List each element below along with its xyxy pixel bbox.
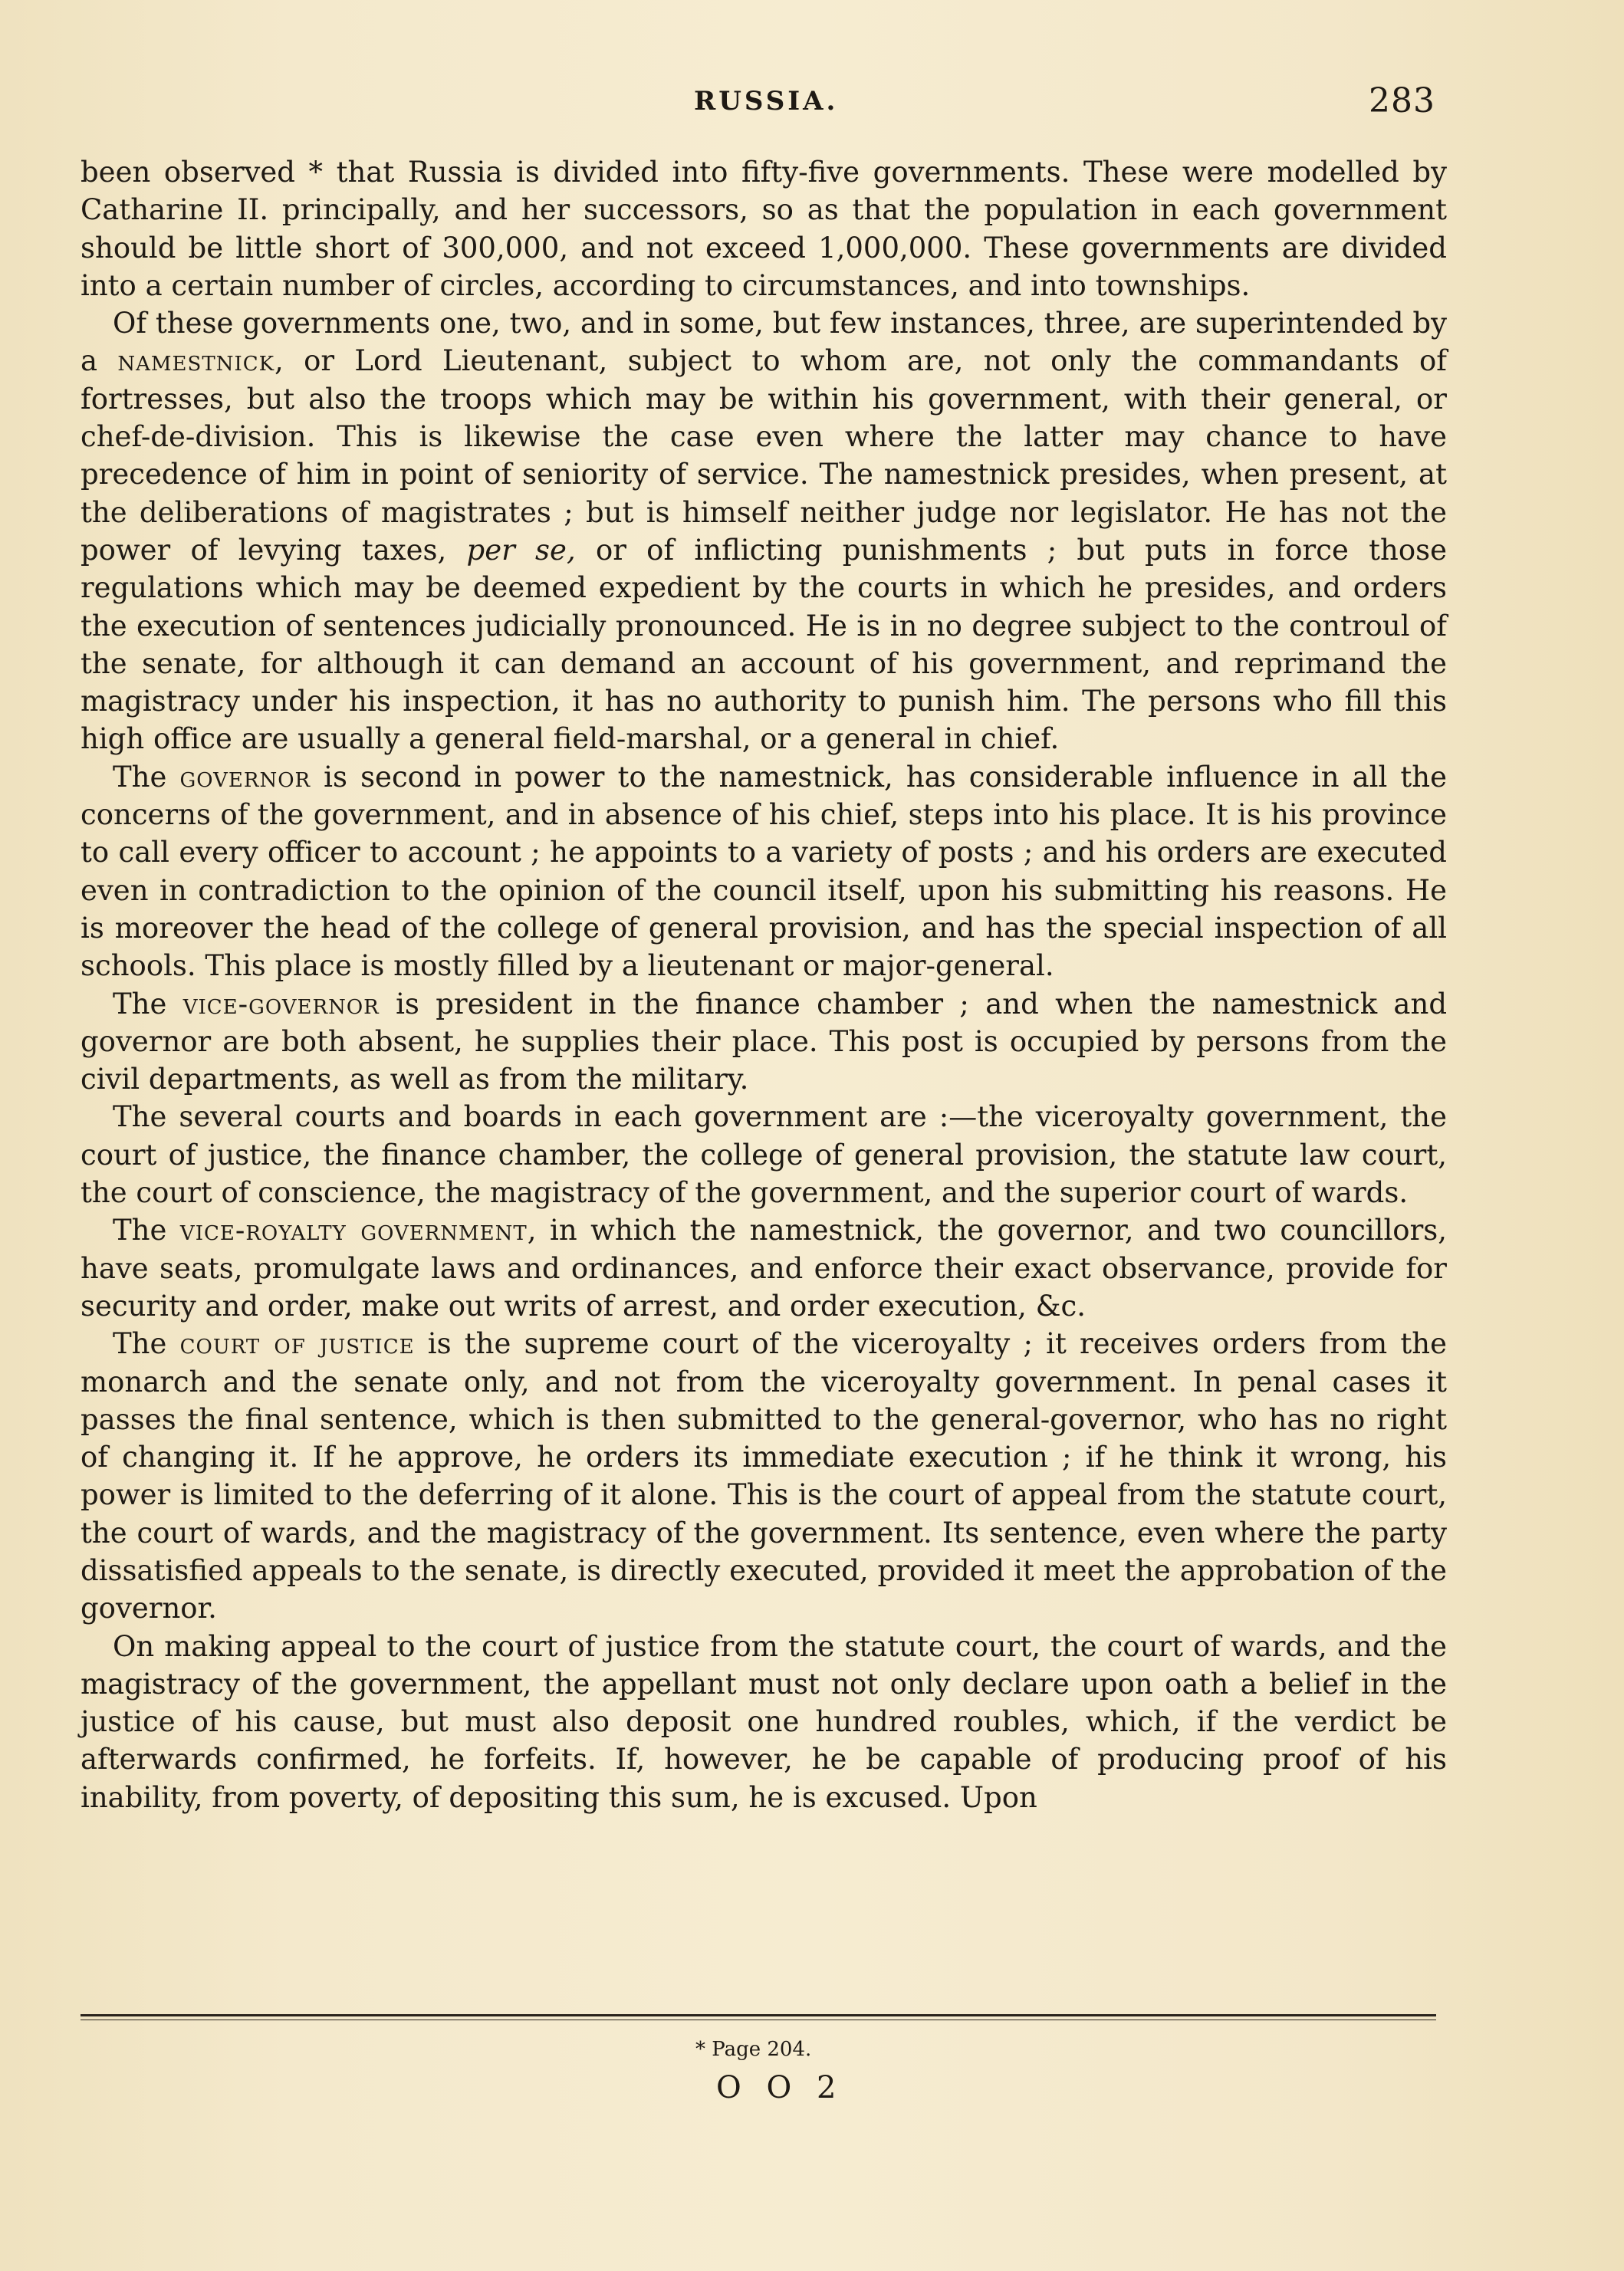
page-header bbox=[0, 81, 1624, 132]
paragraph bbox=[81, 1098, 1447, 1211]
paragraph-text: is president in the finance chamber ; and when the namestnick and governor are both absent, he supplies their place. This post is occupied by persons from the civil departments, as well as from the military. bbox=[81, 987, 1448, 1096]
term-vice-governor: vice-governor bbox=[182, 987, 380, 1020]
footnote: * Page 204. bbox=[695, 2038, 812, 2061]
paragraph-text: , in which the namestnick, the governor, and two councillors, have seats, promulgate laws and ordinances, and enforce their exact observance, provide for security and order, make out writs of arrest, and order execution, &c. bbox=[81, 1214, 1448, 1323]
running-head: RUSSIA. bbox=[694, 86, 839, 117]
paragraph-text: On making appeal to the court of justice from the statute court, the court of wards, and the magistracy of the government, the appellant must not only declare upon oath a belief in the justice of his cause, but must also deposit one hundred roubles, which, if the verdict be afterwards confirmed, he forfeits. If, however, he be capable of producing proof of his inability, from poverty, of depositing this sum, he is excused. Upon bbox=[81, 1629, 1447, 1814]
paragraph bbox=[81, 985, 1447, 1099]
term-court-of-justice: court of justice bbox=[179, 1327, 415, 1361]
paragraph bbox=[81, 153, 1447, 304]
body-text bbox=[81, 153, 1447, 1816]
paragraph-text: , or Lord Lieutenant, subject to whom are, not only the commandants of fortresses, but also the troops which may be within his government, with their general, or chef-de-division. This is likewise the case even where the latter may chance to have precedence of him in point of seniority of service. The namestnick presides, when present, at the deliberations of magistrates ; but is himself neither judge nor legislator. He has not the power of levying taxes, bbox=[81, 344, 1447, 567]
paragraph-text: The bbox=[113, 760, 180, 794]
paragraph-text: been observed * that Russia is divided into fifty-five governments. These were modelled by Catharine II. principally, and her successors, so as that the population in each government should be little short of 300,000, and not exceed 1,000,000. These governments are divided into a certain number of circles, according to circumstances, and into townships. bbox=[81, 156, 1447, 302]
paragraph-text: The bbox=[113, 1327, 180, 1361]
signature-mark: O O 2 bbox=[716, 2070, 844, 2105]
paragraph-text: The bbox=[113, 1214, 180, 1247]
paragraph bbox=[81, 304, 1447, 758]
paragraph-text: The bbox=[113, 987, 183, 1020]
term-governor: governor bbox=[179, 760, 311, 794]
footnote-rule bbox=[81, 2014, 1436, 2016]
paragraph-text: Of these governments one, two, and in some, but few instances, three, are superintended by a bbox=[81, 307, 1447, 378]
paragraph-text: or of inflicting punishments ; but puts in force those regulations which may be deemed expedient by the courts in which he presides, and orders the execution of sentences judicially pronounced. He is in no degree subject to the controul of the senate, for although it can demand an account of his government, and reprimand the magistracy under his inspection, it has no authority to punish him. The persons who fill this high office are usually a general field-marshal, or a general in chief. bbox=[81, 533, 1447, 756]
paragraph-text: The several courts and boards in each government are :—the viceroyalty government, the court of justice, the finance chamber, the college of general provision, the statute law court, the court of conscience, the magistracy of the government, and the superior court of wards. bbox=[81, 1100, 1447, 1210]
italic-phrase: per se, bbox=[466, 533, 576, 567]
term-vice-royalty-government: vice-royalty government bbox=[179, 1214, 528, 1247]
paragraph-text: is the supreme court of the viceroyalty ; it receives orders from the monarch and the senate only, and not from the viceroyalty government. In penal cases it passes the final sentence, which is then submitted to the general-governor, who has no right of changing it. If he approve, he orders its immediate execution ; if he think it wrong, his power is limited to the deferring of it alone. This is the court of appeal from the statute court, the court of wards, and the magistracy of the government. Its sentence, even where the party dissatisfied appeals to the senate, is directly executed, provided it meet the approbation of the governor. bbox=[81, 1327, 1447, 1625]
term-namestnick: namestnick bbox=[117, 344, 275, 378]
paragraph bbox=[81, 758, 1447, 985]
paragraph bbox=[81, 1211, 1447, 1325]
paragraph bbox=[81, 1628, 1447, 1816]
paragraph-text: is second in power to the namestnick, has considerable influence in all the concerns of the government, and in absence of his chief, steps into his place. It is his province to call every officer to account ; he appoints to a variety of posts ; and his orders are executed even in contradiction to the opinion of the council itself, upon his submitting his reasons. He is moreover the head of the college of general provision, and has the special inspection of all schools. This place is mostly filled by a lieutenant or major-general. bbox=[81, 760, 1447, 983]
page-number: 283 bbox=[1369, 81, 1435, 120]
paragraph bbox=[81, 1325, 1447, 1627]
